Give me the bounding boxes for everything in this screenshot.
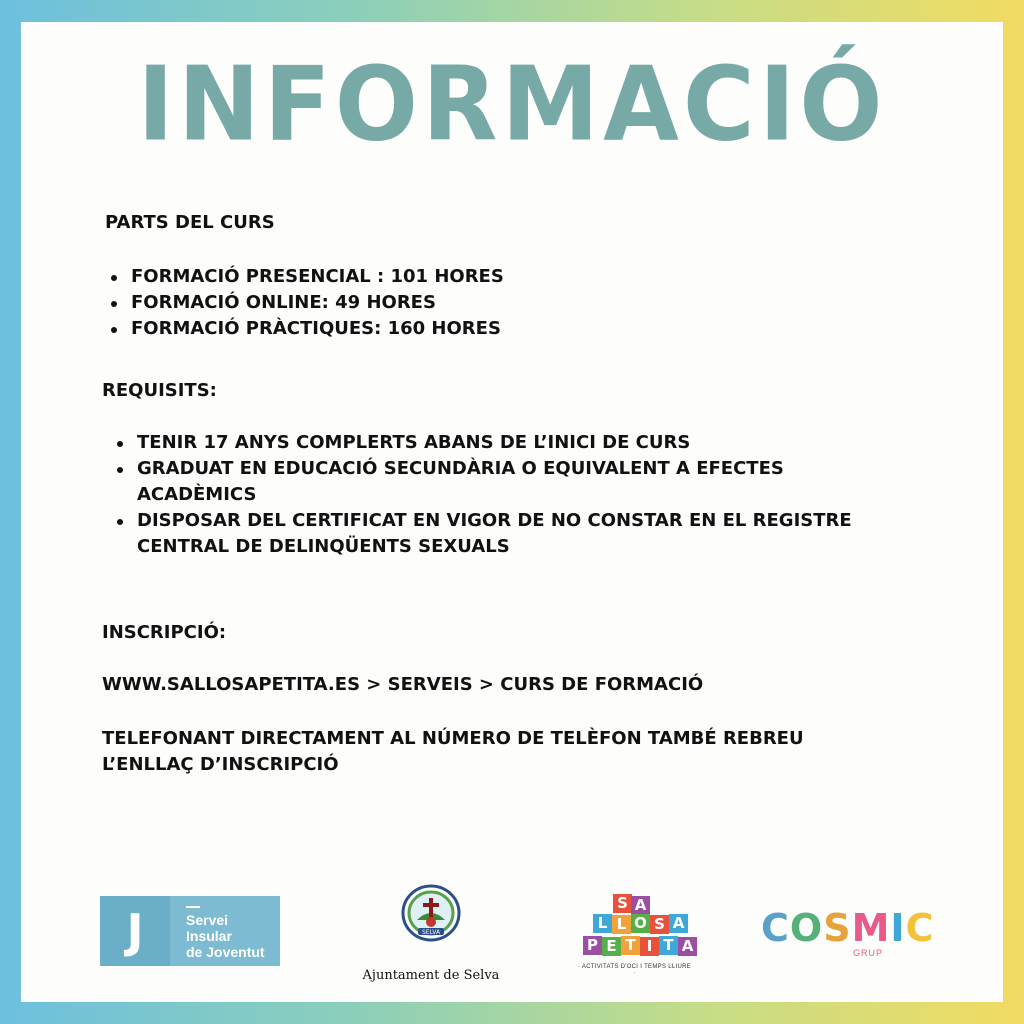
servei-logo-text: Servei Insular de Joventut	[186, 912, 265, 960]
inscripcio-link[interactable]: WWW.SALLOSAPETITA.ES > SERVEIS > CURS DE FORMACIÓ	[102, 674, 704, 695]
info-card	[21, 22, 1003, 1002]
ajuntament-selva-logo	[351, 884, 511, 984]
servei-insular-joventut-logo	[100, 896, 280, 966]
list-item: FORMACIÓ PRESENCIAL : 101 HORES	[107, 264, 504, 290]
j-letter-icon: J	[126, 904, 144, 958]
selva-caption: Ajuntament de Selva	[362, 968, 500, 983]
list-item: FORMACIÓ ONLINE: 49 HORES	[107, 290, 504, 316]
parts-list	[107, 264, 504, 342]
inscripcio-phone-note: TELEFONANT DIRECTAMENT AL NÚMERO DE TELÈFON TAMBÉ REBREU L’ENLLAÇ D’INSCRIPCIÓ	[102, 728, 804, 775]
sa-llosa-petita-logo: S A L L O S A P E T I T A · ACTIVITATS D'OCI I TEMPS LLIURE ·	[577, 894, 692, 974]
parts-heading: PARTS DEL CURS	[105, 212, 275, 233]
cosmic-sub: GRUP	[853, 948, 884, 958]
selva-seal-icon	[396, 884, 466, 946]
list-item: FORMACIÓ PRÀCTIQUES: 160 HORES	[107, 316, 504, 342]
inscripcio-heading: INSCRIPCIÓ:	[102, 622, 227, 643]
list-item: GRADUAT EN EDUCACIÓ SECUNDÀRIA O EQUIVALENT A EFECTES ACADÈMICS	[113, 456, 893, 508]
cosmic-word: COSMIC	[761, 906, 935, 950]
seal-text: SELVA	[421, 929, 441, 936]
requisits-heading: REQUISITS:	[102, 380, 217, 401]
page-title: INFORMACIÓ	[137, 45, 887, 165]
list-item: TENIR 17 ANYS COMPLERTS ABANS DE L’INICI DE CURS	[113, 430, 893, 456]
list-item: DISPOSAR DEL CERTIFICAT EN VIGOR DE NO CONSTAR EN EL REGISTRE CENTRAL DE DELINQÜENTS SEXUALS	[113, 508, 893, 560]
cosmic-grup-logo	[761, 906, 935, 958]
sallosa-tagline: · ACTIVITATS D'OCI I TEMPS LLIURE ·	[577, 964, 692, 976]
requisits-list	[113, 430, 893, 560]
